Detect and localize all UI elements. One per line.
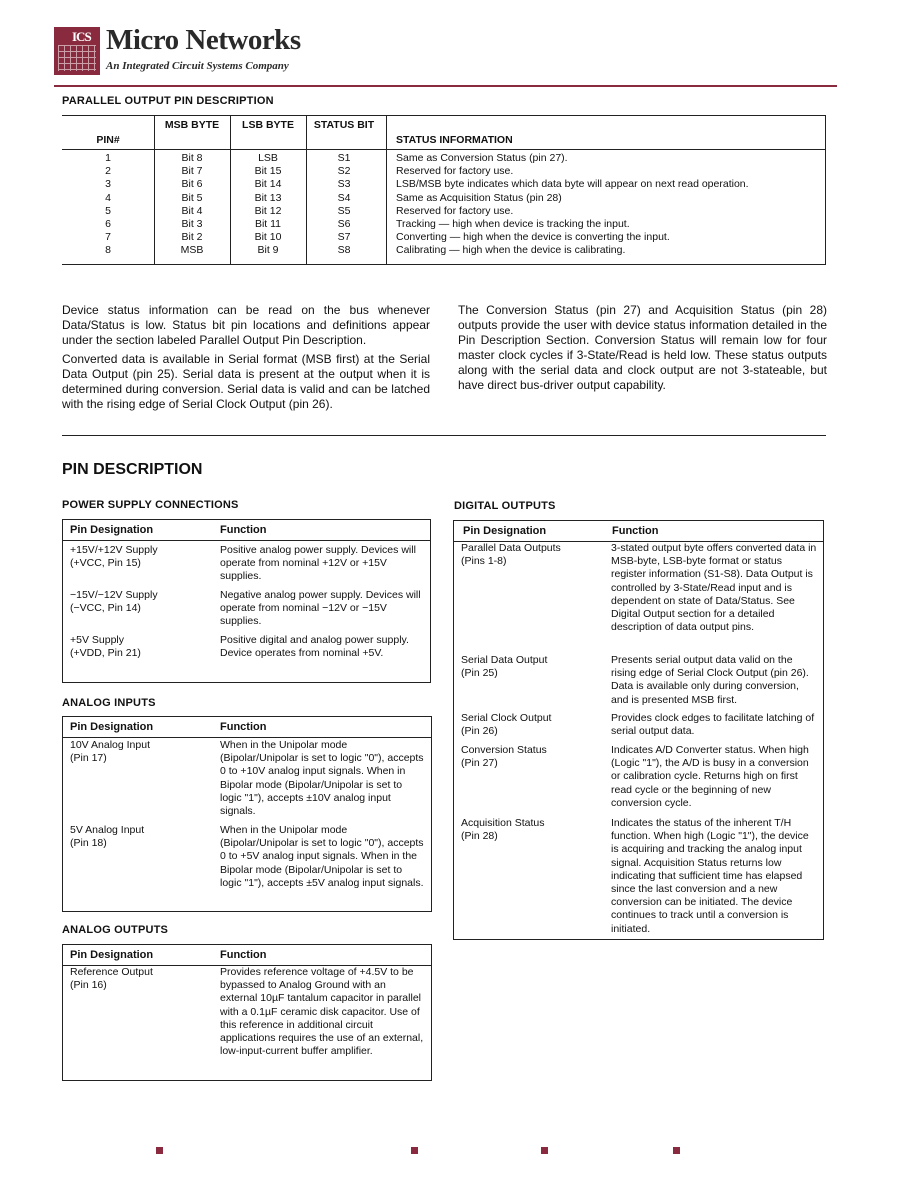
pin-name: Serial Clock Output xyxy=(461,712,552,724)
pin-number: (+VDD, Pin 21) xyxy=(70,647,141,660)
status-bit: S6 xyxy=(337,218,351,230)
pin-number: (Pin 26) xyxy=(461,725,498,738)
header-rule xyxy=(54,85,837,87)
pin-number: (Pin 17) xyxy=(70,752,107,765)
pin-number: (Pin 28) xyxy=(461,830,498,843)
pin-designation xyxy=(461,744,606,770)
col-header-status: STATUS BIT xyxy=(313,119,375,131)
table-row xyxy=(62,205,826,218)
paragraph-serial-data: Converted data is available in Serial format (MSB first) at the Serial Data Output (pin 25). Serial data is present at the output when it is determined during conversion. Serial data is valid and can be latched with the rising edge of Serial Clock Output (pin 26). xyxy=(62,352,430,411)
pin-number: (Pin 18) xyxy=(70,837,107,850)
pin-designation xyxy=(70,739,210,765)
status-bit: S3 xyxy=(337,178,351,191)
pin-designation xyxy=(70,634,210,660)
lsb-byte: Bit 12 xyxy=(254,204,282,217)
analog-inputs-header xyxy=(63,717,431,738)
col-header-function: Function xyxy=(220,524,267,536)
pin-name: −15V/−12V Supply xyxy=(70,589,158,601)
pin-number: (Pins 1-8) xyxy=(461,555,507,568)
status-info: Same as Acquisition Status (pin 28) xyxy=(396,191,562,204)
status-bit: S8 xyxy=(337,244,351,257)
status-bit: S2 xyxy=(337,165,351,178)
pin-description-title: PIN DESCRIPTION xyxy=(62,461,203,478)
msb-byte: Bit 8 xyxy=(181,152,203,164)
col-header-pin: PIN# xyxy=(96,134,120,146)
pin-number: 4 xyxy=(105,191,111,204)
col-header-function: Function xyxy=(220,949,267,961)
status-bit: S1 xyxy=(337,152,351,164)
msb-byte: Bit 6 xyxy=(181,178,203,191)
pin-number: 5 xyxy=(105,204,111,217)
status-info: Reserved for factory use. xyxy=(396,165,514,178)
tagline: An Integrated Circuit Systems Company xyxy=(106,60,289,72)
pin-function: Presents serial output data valid on the rising edge of Serial Clock Output (pin 26). Data is available only during conversion, and is presented MSB first. xyxy=(611,654,809,706)
msb-byte: Bit 4 xyxy=(181,204,203,217)
pin-number: 3 xyxy=(105,178,111,191)
logo-text: ICS xyxy=(72,29,91,44)
lsb-byte: Bit 14 xyxy=(254,178,282,191)
table-row xyxy=(62,165,826,178)
pin-name: Conversion Status xyxy=(461,744,547,756)
pin-function: 3-stated output byte offers converted data in MSB-byte, LSB-byte format or status register information (S1-S8). Data Output is controlled by 3-State/Read input and is dependent on state of Data/Status. See Digital Output section for a detailed description of data output pins. xyxy=(611,542,817,634)
status-info: Tracking — high when device is tracking the input. xyxy=(396,218,630,230)
col-header-info: STATUS INFORMATION xyxy=(396,134,513,146)
pin-number: 1 xyxy=(105,152,111,164)
lsb-byte: Bit 10 xyxy=(254,231,282,244)
logo-grid-pattern xyxy=(58,45,96,71)
pin-designation xyxy=(461,654,606,680)
col-header-designation: Pin Designation xyxy=(463,525,547,537)
pin-name: Serial Data Output xyxy=(461,654,548,666)
pin-name: Acquisition Status xyxy=(461,817,545,829)
pin-function: Indicates the status of the inherent T/H function. When high (Logic "1"), the device is acquiring and tracking the analog input signal. Acquisition Status returns low indicating that sufficient time has elapsed since the last conversion and a new conversion can be initiated. The device continues to track until a conversion is initiated. xyxy=(611,817,809,935)
digital-outputs-table xyxy=(453,520,824,940)
pin-name: Parallel Data Outputs xyxy=(461,542,561,554)
lsb-byte: Bit 15 xyxy=(254,165,282,178)
msb-byte: Bit 5 xyxy=(181,191,203,204)
pin-number: (Pin 25) xyxy=(461,667,498,680)
analog-inputs-table xyxy=(62,716,432,912)
lsb-byte: Bit 13 xyxy=(254,191,282,204)
paragraph-device-status: Device status information can be read on the bus whenever Data/Status is low. Status bit pin locations and definitions appear under the section labeled Parallel Output Pin Description. xyxy=(62,303,430,347)
pin-function: Indicates A/D Converter status. When high (Logic "1"), the A/D is busy in a conversion or calibration cycle. Returns high on first read cycle or the beginning of new conversion cycle. xyxy=(611,744,809,809)
footer-marker xyxy=(411,1147,418,1154)
pin-designation xyxy=(70,824,210,850)
analog-outputs-table xyxy=(62,944,432,1081)
section-rule xyxy=(62,435,826,436)
lsb-byte: Bit 11 xyxy=(254,218,282,230)
table-row xyxy=(62,231,826,244)
pin-designation xyxy=(461,542,606,568)
footer-marker xyxy=(156,1147,163,1154)
msb-byte: Bit 7 xyxy=(181,165,203,178)
logo xyxy=(54,27,100,75)
pin-name: 10V Analog Input xyxy=(70,739,150,751)
pin-number: 7 xyxy=(105,231,111,244)
pin-function: When in the Unipolar mode (Bipolar/Unipolar is set to logic "0"), accepts 0 to +10V analog input signals. When in Bipolar mode (Bipolar/Unipolar is set to logic "1"), accepts ±10V analog input signals. xyxy=(220,739,424,818)
msb-byte: Bit 2 xyxy=(181,231,203,244)
pin-number: (Pin 16) xyxy=(70,979,107,992)
status-info: Reserved for factory use. xyxy=(396,204,514,217)
msb-byte: MSB xyxy=(180,244,204,257)
parallel-output-table xyxy=(62,115,826,265)
pin-function: Positive analog power supply. Devices will operate from nominal +12V or +15V supplies. xyxy=(220,544,416,583)
pin-number: (Pin 27) xyxy=(461,757,498,770)
analog-outputs-header xyxy=(63,945,431,966)
col-header-function: Function xyxy=(612,525,659,537)
footer-marker xyxy=(541,1147,548,1154)
table-row xyxy=(62,178,826,191)
table-row xyxy=(62,152,826,165)
pin-designation xyxy=(70,589,210,615)
brand-name: Micro Networks xyxy=(106,24,301,56)
col-header-designation: Pin Designation xyxy=(70,721,154,733)
status-info: Converting — high when the device is converting the input. xyxy=(396,231,670,244)
status-bit: S5 xyxy=(337,204,351,217)
pin-function: Positive digital and analog power supply. Device operates from nominal +5V. xyxy=(220,634,409,660)
pin-function: When in the Unipolar mode (Bipolar/Unipolar is set to logic "0"), accepts 0 to +5V analog input signals. When in the Bipolar mode (Bipolar/Unipolar is set to logic "1"), accepts ±5V analog input signals. xyxy=(220,824,424,889)
status-bit: S4 xyxy=(337,191,351,204)
col-header-msb: MSB BYTE xyxy=(164,119,220,131)
status-info: Same as Conversion Status (pin 27). xyxy=(396,152,568,164)
power-table xyxy=(62,519,431,683)
pin-number: 6 xyxy=(105,218,111,230)
pin-number: 2 xyxy=(105,165,111,178)
col-header-designation: Pin Designation xyxy=(70,524,154,536)
parallel-section-title: PARALLEL OUTPUT PIN DESCRIPTION xyxy=(62,95,274,107)
pin-designation xyxy=(70,544,210,570)
pin-name: Reference Output xyxy=(70,966,153,978)
power-table-header xyxy=(63,520,430,541)
lsb-byte: LSB xyxy=(258,152,278,164)
pin-name: +15V/+12V Supply xyxy=(70,544,158,556)
pin-function: Provides reference voltage of +4.5V to be bypassed to Analog Ground with an external 10µF tantalum capacitor in parallel with a 0.1µF ceramic disk capacitor. Use of this reference in additional circuit applications requires the use of an external, low-input-current buffer amplifier. xyxy=(220,966,424,1058)
status-bit: S7 xyxy=(337,231,351,244)
pin-number: (+VCC, Pin 15) xyxy=(70,557,141,570)
col-header-lsb: LSB BYTE xyxy=(242,119,294,131)
table-row xyxy=(62,192,826,205)
msb-byte: Bit 3 xyxy=(181,218,203,230)
pin-number: (−VCC, Pin 14) xyxy=(70,602,141,615)
status-info: LSB/MSB byte indicates which data byte will appear on next read operation. xyxy=(396,178,749,191)
pin-designation xyxy=(461,817,606,843)
col-header-designation: Pin Designation xyxy=(70,949,154,961)
pin-function: Negative analog power supply. Devices will operate from nominal −12V or −15V supplies. xyxy=(220,589,421,628)
pin-name: +5V Supply xyxy=(70,634,124,646)
footer-marker xyxy=(673,1147,680,1154)
lsb-byte: Bit 9 xyxy=(257,244,279,257)
col-header-function: Function xyxy=(220,721,267,733)
pin-designation xyxy=(70,966,210,992)
table-row xyxy=(62,244,826,257)
paragraph-status-outputs: The Conversion Status (pin 27) and Acquisition Status (pin 28) outputs provide the user with device status information detailed in the Pin Description Section. Conversion Status will remain low for four master clock cycles if 3-State/Read is held low. These status outputs along with the serial data and clock output are not 3-stateable, but have direct bus-driver output capability. xyxy=(458,303,827,392)
table-row xyxy=(62,218,826,231)
analog-outputs-title: ANALOG OUTPUTS xyxy=(62,924,169,936)
table-header-rule xyxy=(62,149,826,150)
power-section-title: POWER SUPPLY CONNECTIONS xyxy=(62,499,239,511)
pin-function: Provides clock edges to facilitate latching of serial output data. xyxy=(611,712,815,738)
digital-outputs-title: DIGITAL OUTPUTS xyxy=(454,500,556,512)
status-info: Calibrating — high when the device is calibrating. xyxy=(396,244,626,257)
pin-designation xyxy=(461,712,606,738)
analog-inputs-title: ANALOG INPUTS xyxy=(62,697,156,709)
pin-name: 5V Analog Input xyxy=(70,824,145,836)
digital-outputs-header xyxy=(454,521,823,542)
pin-number: 8 xyxy=(105,244,111,257)
